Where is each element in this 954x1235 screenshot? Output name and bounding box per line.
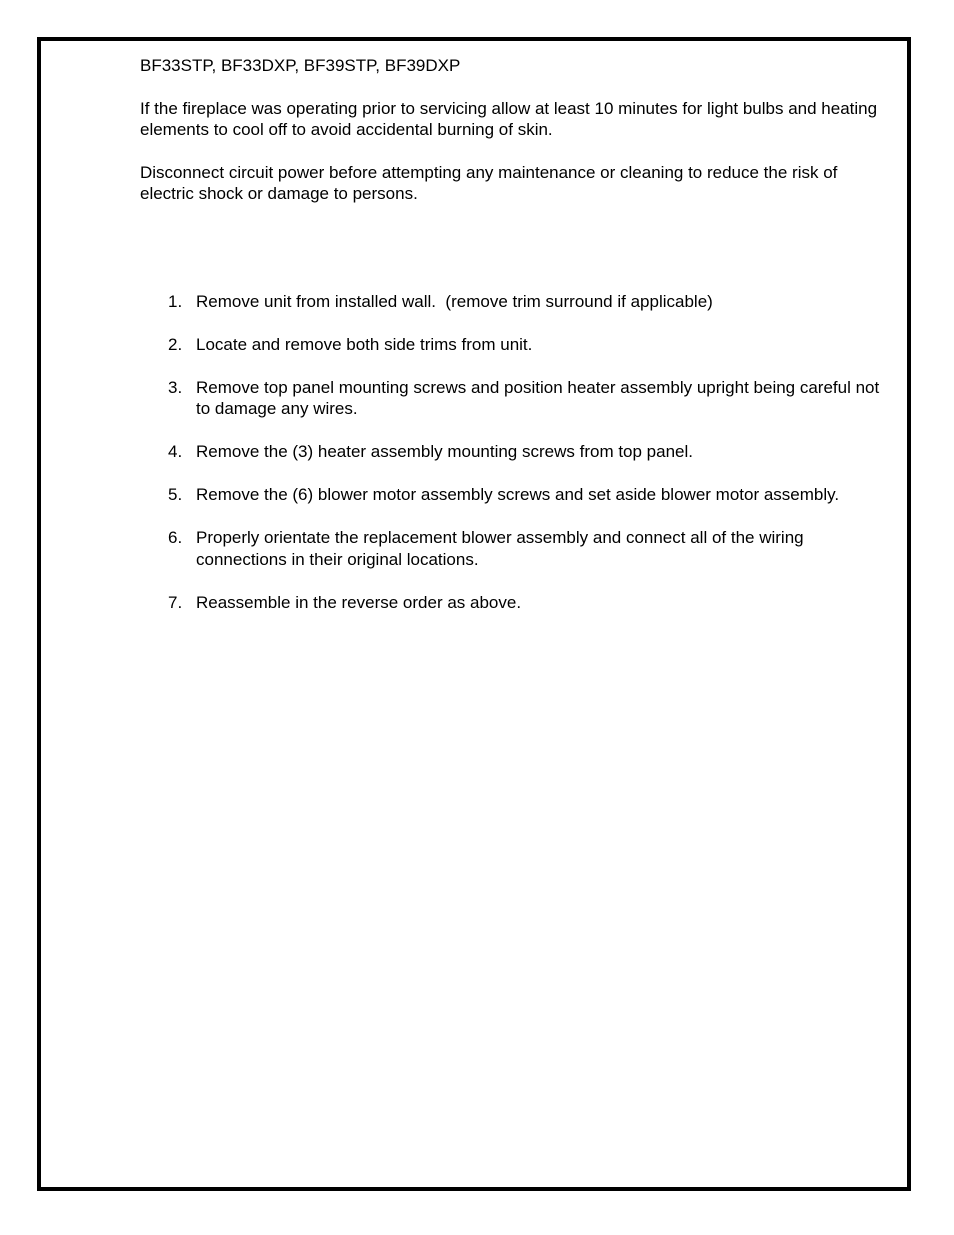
- step-number: 2.: [168, 334, 183, 354]
- list-item: [140, 484, 880, 506]
- list-item: [140, 291, 880, 313]
- step-number: 3.: [168, 377, 183, 397]
- instruction-steps-list: [140, 291, 880, 614]
- step-text: Properly orientate the replacement blower assembly and connect all of the wiring connections in their original locations.: [196, 528, 804, 569]
- step-number: 4.: [168, 442, 183, 461]
- list-item: [140, 592, 880, 614]
- list-item: [140, 377, 880, 420]
- step-text: Remove the (3) heater assembly mounting screws from top panel.: [196, 442, 694, 461]
- document-content: [140, 55, 880, 635]
- step-text: Reassemble in the reverse order as above.: [196, 592, 522, 612]
- step-text: Remove unit from installed wall. (remove trim surround if applicable): [196, 291, 713, 311]
- list-item: [140, 527, 880, 570]
- step-text: Remove the (6) blower motor assembly screws and set aside blower motor assembly.: [196, 485, 840, 504]
- step-text: Locate and remove both side trims from unit.: [196, 334, 533, 354]
- step-number: 6.: [168, 528, 183, 547]
- step-number: 7.: [168, 592, 183, 612]
- cooling-warning-paragraph: If the fireplace was operating prior to servicing allow at least 10 minutes for light bulbs and heating elements to cool off to avoid accidental burning of skin.: [140, 98, 878, 139]
- model-numbers: BF33STP, BF33DXP, BF39STP, BF39DXP: [140, 56, 461, 75]
- step-text: Remove top panel mounting screws and position heater assembly upright being careful not to damage any wires.: [196, 377, 880, 418]
- power-disconnect-paragraph: Disconnect circuit power before attempting any maintenance or cleaning to reduce the risk of electric shock or damage to persons.: [140, 162, 838, 203]
- step-number: 1.: [168, 291, 183, 311]
- list-item: [140, 334, 880, 356]
- step-number: 5.: [168, 485, 183, 504]
- list-item: [140, 441, 880, 463]
